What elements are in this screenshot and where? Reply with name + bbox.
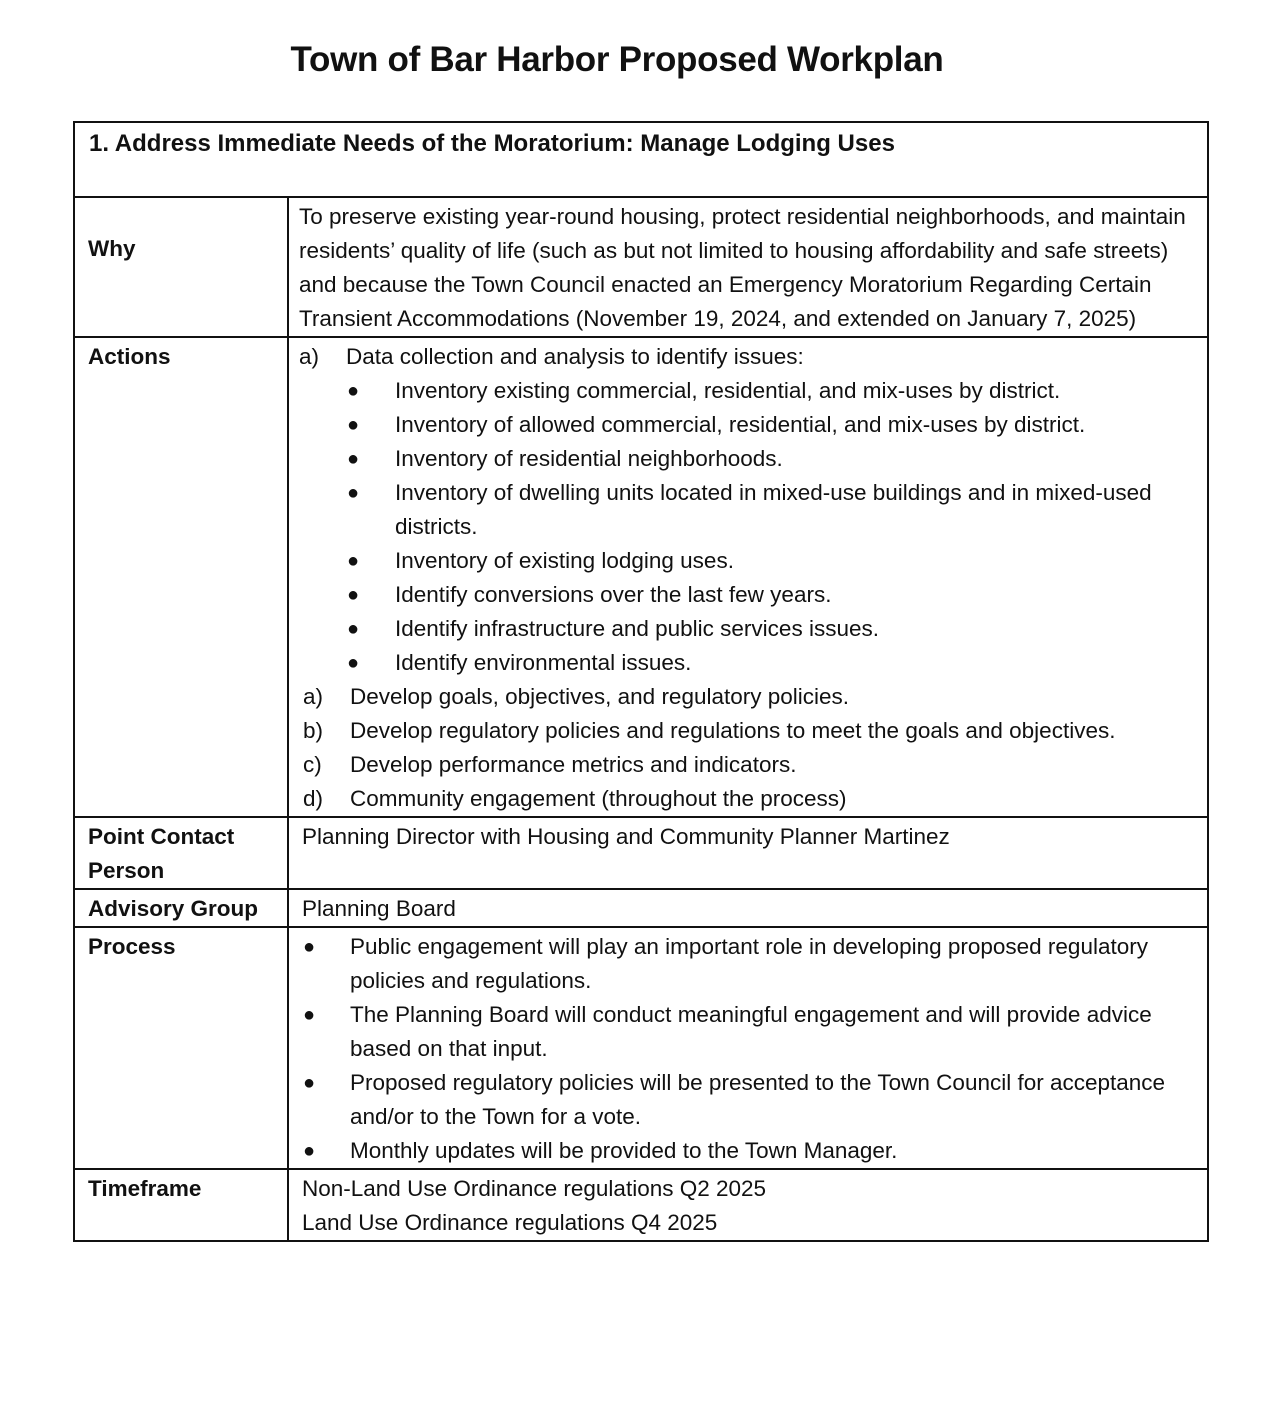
list-item — [299, 340, 1197, 374]
advisory-label: Advisory Group — [74, 889, 288, 927]
item-text: Monthly updates will be provided to the Town Manager. — [350, 1138, 898, 1163]
list-item — [347, 408, 1197, 442]
process-row — [74, 927, 1208, 1169]
list-item — [347, 578, 1197, 612]
advisory-row — [74, 889, 1208, 927]
list-item — [347, 544, 1197, 578]
item-text: Inventory of existing lodging uses. — [395, 548, 734, 573]
item-text: Identify infrastructure and public services issues. — [395, 616, 879, 641]
list-item — [299, 748, 1197, 782]
item-text: Community engagement (throughout the process) — [350, 786, 847, 811]
item-marker: d) — [303, 786, 324, 811]
bullet-icon: ● — [303, 1072, 316, 1094]
item-text: Develop regulatory policies and regulations to meet the goals and objectives. — [350, 718, 1116, 743]
item-text: Proposed regulatory policies will be presented to the Town Council for acceptance and/or to the Town for a vote. — [350, 1070, 1166, 1129]
item-text: Inventory of allowed commercial, residential, and mix-uses by district. — [395, 412, 1086, 437]
bullet-icon: ● — [303, 936, 316, 958]
bullet-icon: ● — [347, 414, 360, 436]
list-item — [347, 442, 1197, 476]
bullet-icon: ● — [303, 1004, 316, 1026]
why-label: Why — [74, 197, 288, 337]
list-item — [347, 476, 1197, 544]
list-item — [347, 612, 1197, 646]
list-item — [347, 646, 1197, 680]
why-row — [74, 197, 1208, 337]
actions-row — [74, 337, 1208, 817]
list-item — [347, 374, 1197, 408]
list-item — [299, 782, 1197, 816]
section-heading-row — [74, 122, 1208, 197]
bullet-icon: ● — [347, 618, 360, 640]
bullet-icon: ● — [347, 380, 360, 402]
item-text: Inventory existing commercial, residential, and mix-uses by district. — [395, 378, 1061, 403]
item-text: Develop performance metrics and indicators. — [350, 752, 797, 777]
actions-label: Actions — [74, 337, 288, 817]
timeframe-row — [74, 1169, 1208, 1241]
bullet-icon: ● — [347, 652, 360, 674]
item-text: Identify conversions over the last few years. — [395, 582, 832, 607]
section-heading: 1. Address Immediate Needs of the Moratorium: Manage Lodging Uses — [74, 122, 1208, 197]
bullet-icon: ● — [347, 482, 360, 504]
bullet-icon: ● — [347, 584, 360, 606]
item-marker: a) — [299, 344, 320, 369]
item-text: Identify environmental issues. — [395, 650, 692, 675]
item-text: Inventory of residential neighborhoods. — [395, 446, 783, 471]
item-text: Public engagement will play an important role in developing proposed regulatory policies and regulations. — [350, 934, 1148, 993]
item-text: Data collection and analysis to identify issues: — [346, 344, 804, 369]
timeframe-line: Non-Land Use Ordinance regulations Q2 2025 — [302, 1176, 767, 1201]
page-title: Town of Bar Harbor Proposed Workplan — [290, 40, 944, 79]
advisory-text: Planning Board — [288, 889, 1208, 927]
item-text: Develop goals, objectives, and regulatory policies. — [350, 684, 850, 709]
item-marker: c) — [303, 752, 322, 777]
item-marker: b) — [303, 718, 324, 743]
list-item — [299, 1066, 1197, 1134]
item-text: Inventory of dwelling units located in mixed-use buildings and in mixed-used districts. — [395, 480, 1152, 539]
action-bullet-list — [299, 374, 1197, 680]
timeframe-line: Land Use Ordinance regulations Q4 2025 — [302, 1210, 718, 1235]
list-item — [299, 930, 1197, 998]
contact-row — [74, 817, 1208, 889]
process-content — [288, 927, 1208, 1169]
list-item — [299, 998, 1197, 1066]
timeframe-label: Timeframe — [74, 1169, 288, 1241]
item-marker: a) — [303, 684, 324, 709]
item-text: The Planning Board will conduct meaningful engagement and will provide advice based on that input. — [350, 1002, 1152, 1061]
bullet-icon: ● — [303, 1140, 316, 1162]
workplan-table — [73, 121, 1209, 1242]
contact-text: Planning Director with Housing and Community Planner Martinez — [288, 817, 1208, 889]
contact-label: Point Contact Person — [74, 817, 288, 889]
list-item — [299, 714, 1197, 748]
bullet-icon: ● — [347, 448, 360, 470]
process-label: Process — [74, 927, 288, 1169]
timeframe-content — [288, 1169, 1208, 1241]
list-item — [299, 1134, 1197, 1168]
list-item — [299, 680, 1197, 714]
why-text: To preserve existing year-round housing, protect residential neighborhoods, and maintain residents’ quality of life (such as but not limited to housing affordability and safe streets) and because the Town Council enacted an Emergency Moratorium Regarding Certain Transient Accommodations (November 19, 2024, and extended on January 7, 2025) — [288, 197, 1208, 337]
bullet-icon: ● — [347, 550, 360, 572]
actions-content — [288, 337, 1208, 817]
